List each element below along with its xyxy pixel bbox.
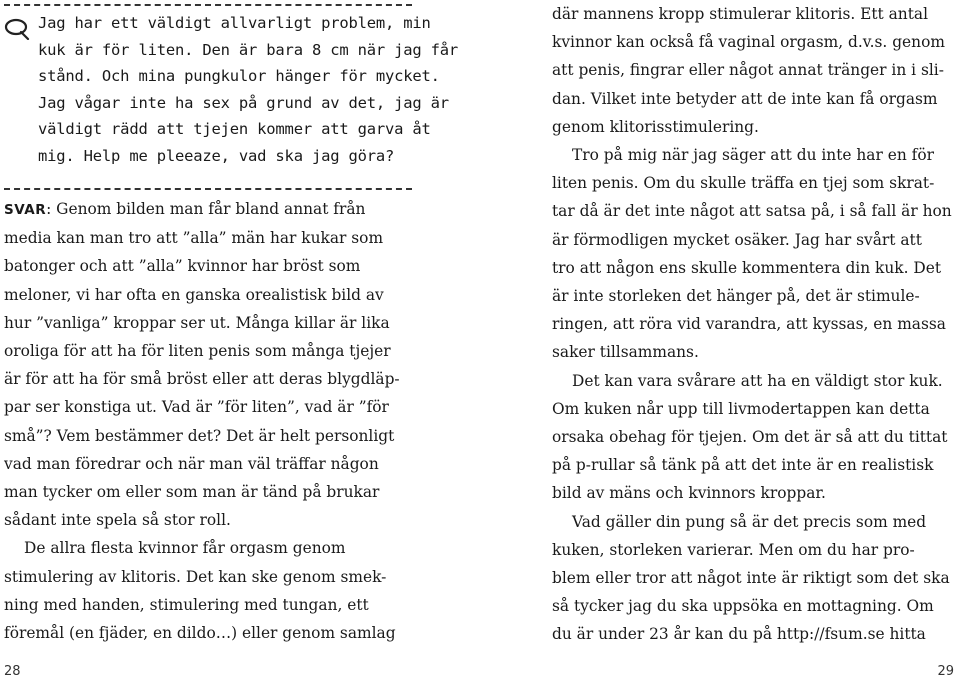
page-number: 29	[937, 664, 954, 679]
answer-line: är för att ha för små bröst eller att deras blygdläp-	[4, 370, 400, 389]
answer-line: genom klitorisstimulering.	[552, 117, 759, 136]
answer-line: par ser konstiga ut. Vad är ”för liten”, vad är ”för	[4, 398, 389, 417]
reader-question	[38, 10, 459, 170]
answer-line: tro att någon ens skulle kommentera din kuk. Det	[552, 258, 942, 277]
answer-line: De allra flesta kvinnor får orgasm genom	[24, 539, 346, 558]
answer-line: föremål (en fjäder, en dildo…) eller genom samlag	[4, 624, 396, 643]
answer-line: är förmodligen mycket osäker. Jag har svårt att	[552, 230, 922, 249]
answer-line: liten penis. Om du skulle träffa en tjej som skrat-	[552, 174, 935, 193]
answer-line: stimulering av klitoris. Det kan ske genom smek-	[4, 567, 387, 586]
question-line: Jag har ett väldigt allvarligt problem, min	[38, 14, 431, 32]
answer-line: vad man föredrar och när man väl träffar någon	[4, 454, 379, 473]
question-line: Jag vågar inte ha sex på grund av det, jag är	[38, 93, 449, 112]
question-bottom-divider	[4, 188, 412, 190]
answer-text-continued	[552, 0, 960, 649]
answer-line: hur ”vanliga” kroppar ser ut. Många killar är lika	[4, 313, 390, 332]
answer-line: ringen, att röra vid varandra, att kyssas, en massa	[552, 315, 946, 334]
answer-text	[4, 195, 424, 647]
answer-line: Det kan vara svårare att ha en väldigt stor kuk.	[572, 371, 943, 390]
answer-line: Om kuken når upp till livmodertappen kan detta	[552, 399, 930, 418]
answer-line: är inte storleken det hänger på, det är stimule-	[552, 287, 920, 306]
answer-line: du är under 23 år kan du på http://fsum.se hitta	[552, 625, 926, 644]
answer-line: blem eller tror att något inte är riktigt som det ska	[552, 569, 950, 588]
answer-line: batonger och att ”alla” kvinnor har bröst som	[4, 257, 361, 276]
page-number: 28	[4, 664, 21, 679]
answer-line: media kan man tro att ”alla” män har kukar som	[4, 229, 384, 248]
answer-line: att penis, fingrar eller något annat tränger in i sli-	[552, 61, 944, 80]
answer-line: på p-rullar så tänk på att det inte är en realistisk	[552, 456, 934, 475]
answer-line: man tycker om eller som man är tänd på brukar	[4, 483, 380, 502]
answer-line: dan. Vilket inte betyder att de inte kan få orgasm	[552, 89, 938, 108]
answer-line: orsaka obehag för tjejen. Om det är så att du tittat	[552, 428, 948, 447]
answer-line: kvinnor kan också få vaginal orgasm, d.v.s. genom	[552, 33, 945, 52]
answer-label: SVAR	[4, 202, 47, 218]
answer-line: ning med handen, stimulering med tungan, ett	[4, 595, 369, 614]
answer-line: saker tillsammans.	[552, 343, 699, 362]
answer-first-line: : Genom bilden man får bland annat från	[46, 200, 366, 218]
answer-line: små”? Vem bestämmer det? Det är helt personligt	[4, 426, 395, 445]
answer-line: där mannens kropp stimulerar klitoris. Ett antal	[552, 5, 929, 23]
answer-line: meloner, vi har ofta en ganska orealistisk bild av	[4, 285, 384, 304]
speech-bubble-icon	[4, 18, 30, 40]
question-top-divider	[4, 4, 412, 6]
answer-line: sådant inte spela så stor roll.	[4, 511, 231, 530]
answer-line: kuken, storleken varierar. Men om du har pro-	[552, 540, 915, 559]
answer-line: Tro på mig när jag säger att du inte har en för	[572, 146, 934, 165]
answer-line: bild av mäns och kvinnors kroppar.	[552, 484, 826, 503]
answer-line	[4, 195, 424, 224]
question-line: mig. Help me pleeaze, vad ska jag göra?	[38, 146, 395, 165]
answer-line: så tycker jag du ska uppsöka en mottagning. Om	[552, 597, 934, 616]
right-page	[480, 0, 960, 686]
answer-line: tar då är det inte något att satsa på, i så fall är hon	[552, 202, 952, 221]
answer-line: Vad gäller din pung så är det precis som med	[572, 512, 927, 531]
question-line: väldigt rädd att tjejen kommer att garva åt	[38, 120, 431, 139]
answer-line: oroliga för att ha för liten penis som många tjejer	[4, 342, 391, 361]
question-line: stånd. Och mina pungkulor hänger för mycket.	[38, 67, 440, 86]
question-line: kuk är för liten. Den är bara 8 cm när jag får	[38, 40, 459, 59]
